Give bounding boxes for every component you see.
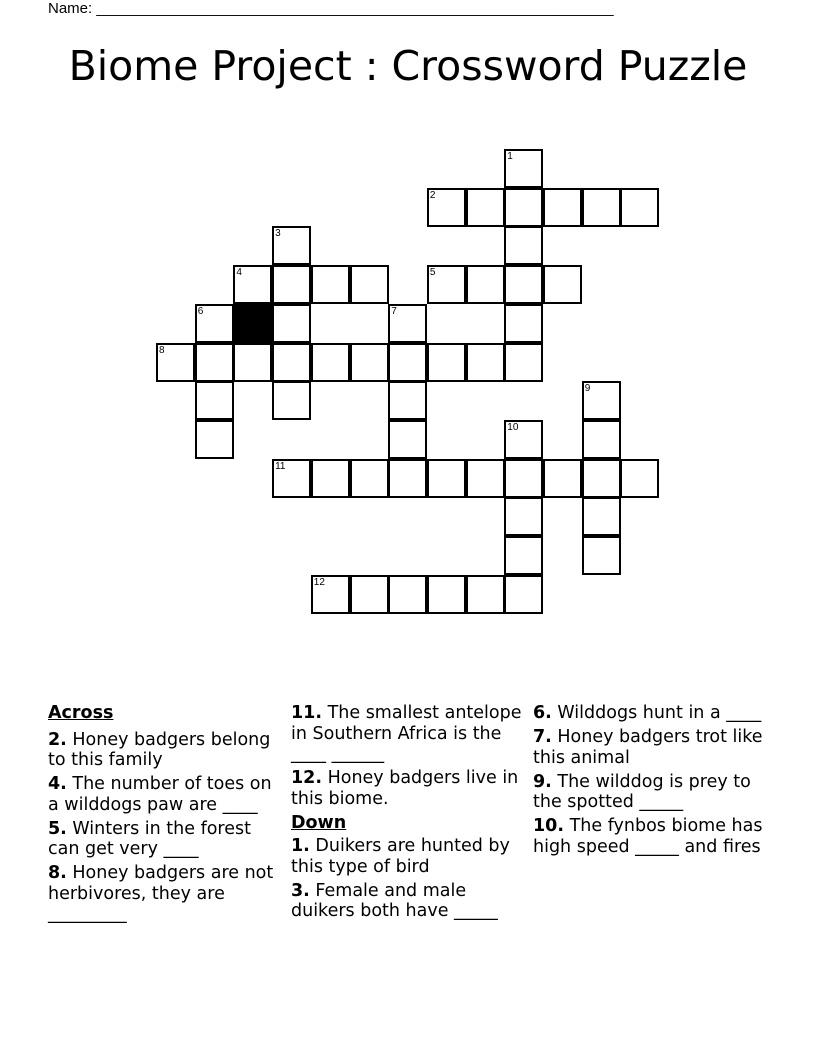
crossword-cell[interactable] <box>504 188 543 227</box>
crossword-cell[interactable] <box>543 265 582 304</box>
clue-number: 8 <box>159 344 165 356</box>
crossword-cell[interactable] <box>504 536 543 575</box>
crossword-cell[interactable] <box>504 149 543 188</box>
clue-across-4: 4. The number of toes on a wilddogs paw are ____ <box>48 774 272 815</box>
crossword-cell[interactable] <box>466 343 505 382</box>
crossword-cell[interactable] <box>427 575 466 614</box>
crossword-cell[interactable] <box>233 265 272 304</box>
clue-number: 10 <box>507 421 519 433</box>
crossword-cell[interactable] <box>388 304 427 343</box>
clue-number: 2 <box>429 189 436 201</box>
crossword-cell[interactable] <box>504 304 543 343</box>
crossword-cell[interactable] <box>466 575 505 614</box>
crossword-cell[interactable] <box>504 343 543 382</box>
crossword-cell[interactable] <box>504 420 543 459</box>
crossword-cell[interactable] <box>582 188 621 227</box>
crossword-cell[interactable] <box>311 575 350 614</box>
clue-number: 7 <box>391 305 397 317</box>
crossword-cell[interactable] <box>350 575 389 614</box>
across-heading: Across <box>48 703 114 723</box>
crossword-cell[interactable] <box>272 459 311 498</box>
clue-number: 5 <box>429 267 436 279</box>
crossword-cell[interactable] <box>543 459 582 498</box>
crossword-cell[interactable] <box>504 459 543 498</box>
clue-across-8: 8. Honey badgers are not herbivores, they are _________ <box>48 863 274 924</box>
crossword-cell[interactable] <box>311 265 350 304</box>
crossword-cell[interactable] <box>427 343 466 382</box>
clue-across-2: 2. Honey badgers belong to this family <box>48 729 271 770</box>
clue-across-11: 11. The smallest antelope in Southern Africa is the ____ ______ <box>291 703 522 764</box>
crossword-cell[interactable] <box>350 265 389 304</box>
crossword-cell[interactable] <box>195 343 234 382</box>
crossword-cell[interactable] <box>272 226 311 265</box>
clue-column-2 <box>291 703 523 925</box>
clue-number: 4 <box>236 267 242 279</box>
crossword-cell[interactable] <box>466 188 505 227</box>
clue-across-5: 5. Winters in the forest can get very ____ <box>48 818 251 859</box>
crossword-cell[interactable] <box>350 459 389 498</box>
crossword-cell[interactable] <box>311 343 350 382</box>
clue-down-10: 10. The fynbos biome has high speed _____ and fires <box>533 816 763 857</box>
clue-down-9: 9. The wilddog is prey to the spotted _____ <box>533 771 751 812</box>
crossword-cell[interactable] <box>272 381 311 420</box>
crossword-cell[interactable] <box>350 343 389 382</box>
clue-down-7: 7. Honey badgers trot like this animal <box>533 727 763 768</box>
crossword-cell[interactable] <box>543 188 582 227</box>
crossword-cell[interactable] <box>388 575 427 614</box>
crossword-cell[interactable] <box>272 304 311 343</box>
crossword-cell[interactable] <box>466 265 505 304</box>
clue-down-1: 1. Duikers are hunted by this type of bird <box>291 836 510 877</box>
clue-number: 9 <box>584 383 591 395</box>
clue-column-1 <box>48 703 283 928</box>
clue-number: 3 <box>275 228 281 240</box>
page-title: Biome Project : Crossword Puzzle <box>68 42 748 90</box>
crossword-cell[interactable] <box>620 459 659 498</box>
crossword-cell[interactable] <box>233 343 272 382</box>
name-field[interactable]: Name: ______________________________________________________________ <box>48 0 614 17</box>
crossword-cell[interactable] <box>427 459 466 498</box>
clue-down-6: 6. Wilddogs hunt in a ____ <box>533 703 762 723</box>
crossword-cell[interactable] <box>620 188 659 227</box>
crossword-cell[interactable] <box>504 265 543 304</box>
crossword-cell[interactable] <box>582 497 621 536</box>
crossword-cell[interactable] <box>427 265 466 304</box>
crossword-cell[interactable] <box>195 420 234 459</box>
crossword-cell[interactable] <box>272 343 311 382</box>
clue-number: 6 <box>197 305 204 317</box>
clue-number: 1 <box>507 151 513 162</box>
crossword-cell[interactable] <box>156 343 195 382</box>
crossword-cell[interactable] <box>504 575 543 614</box>
crossword-cell[interactable] <box>466 459 505 498</box>
crossword-cell[interactable] <box>427 188 466 227</box>
black-cell <box>233 304 272 343</box>
crossword-cell[interactable] <box>388 381 427 420</box>
clue-number: 12 <box>313 576 325 588</box>
crossword-cell[interactable] <box>311 459 350 498</box>
crossword-cell[interactable] <box>388 459 427 498</box>
crossword-cell[interactable] <box>272 265 311 304</box>
crossword-cell[interactable] <box>504 226 543 265</box>
crossword-cell[interactable] <box>388 343 427 382</box>
crossword-cell[interactable] <box>582 459 621 498</box>
clue-across-12: 12. Honey badgers live in this biome. <box>291 768 519 809</box>
crossword-cell[interactable] <box>195 304 234 343</box>
crossword-cell[interactable] <box>582 536 621 575</box>
clue-number: 11 <box>275 460 286 472</box>
clue-column-3 <box>533 703 763 861</box>
crossword-cell[interactable] <box>195 381 234 420</box>
crossword-cell[interactable] <box>582 381 621 420</box>
crossword-cell[interactable] <box>504 497 543 536</box>
crossword-cell[interactable] <box>582 420 621 459</box>
clue-down-3: 3. Female and male duikers both have _____ <box>291 880 498 921</box>
crossword-cell[interactable] <box>388 420 427 459</box>
down-heading: Down <box>291 812 347 833</box>
